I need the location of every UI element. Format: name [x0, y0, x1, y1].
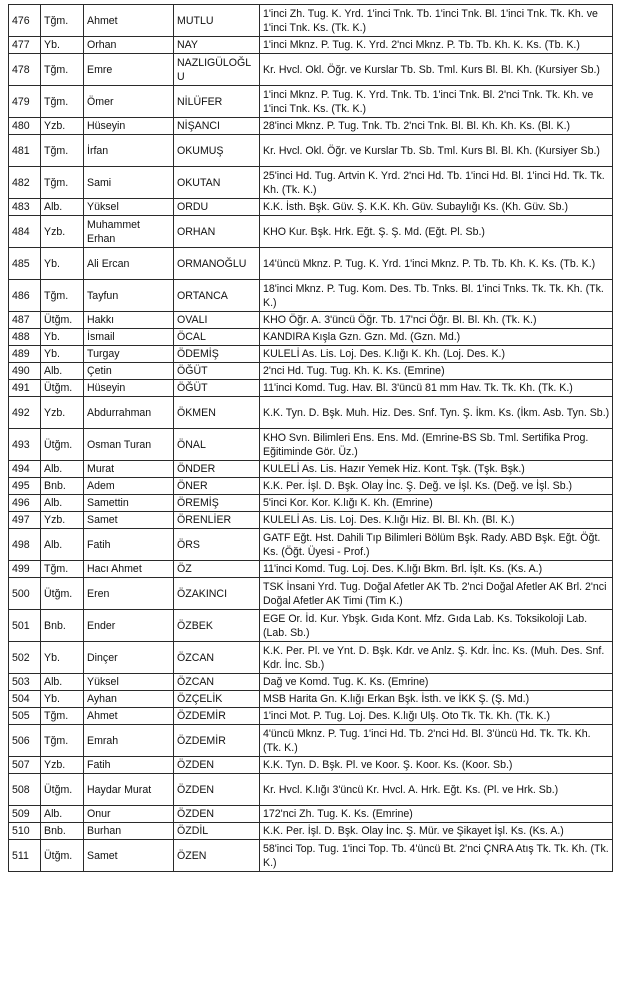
unit-assignment-cell: 1'inci Mot. P. Tug. Loj. Des. K.lığı Ulş. Oto Tk. Tk. Kh. (Tk. K.)	[260, 708, 613, 725]
surname-cell: NİLÜFER	[174, 86, 260, 118]
table-row	[9, 397, 613, 429]
rank-cell: Yb.	[41, 346, 84, 363]
rank-cell: Alb.	[41, 363, 84, 380]
table-row	[9, 774, 613, 806]
surname-cell: NAY	[174, 37, 260, 54]
rank-cell: Yb.	[41, 37, 84, 54]
rank-cell: Yzb.	[41, 397, 84, 429]
first-name-cell: İsmail	[84, 329, 174, 346]
row-number-cell: 476	[9, 5, 41, 37]
surname-cell: ÖRS	[174, 529, 260, 561]
unit-assignment-cell: Kr. Hvcl. Okl. Öğr. ve Kurslar Tb. Sb. Tml. Kurs Bl. Bl. Kh. (Kursiyer Sb.)	[260, 135, 613, 167]
table-row	[9, 674, 613, 691]
table-row	[9, 329, 613, 346]
unit-assignment-cell: 5'inci Kor. Kor. K.lığı K. Kh. (Emrine)	[260, 495, 613, 512]
rank-cell: Ütğm.	[41, 429, 84, 461]
unit-assignment-cell: 4'üncü Mknz. P. Tug. 1'inci Hd. Tb. 2'nci Hd. Bl. 3'üncü Hd. Tk. Tk. Kh. (Tk. K.)	[260, 725, 613, 757]
first-name-cell: Yüksel	[84, 199, 174, 216]
unit-assignment-cell: Kr. Hvcl. Okl. Öğr. ve Kurslar Tb. Sb. Tml. Kurs Bl. Bl. Kh. (Kursiyer Sb.)	[260, 54, 613, 86]
table-row	[9, 118, 613, 135]
surname-cell: ÖCAL	[174, 329, 260, 346]
row-number-cell: 494	[9, 461, 41, 478]
surname-cell: OKUTAN	[174, 167, 260, 199]
table-row	[9, 429, 613, 461]
first-name-cell: Ömer	[84, 86, 174, 118]
personnel-table	[8, 4, 613, 872]
table-row	[9, 561, 613, 578]
first-name-cell: İrfan	[84, 135, 174, 167]
table-row	[9, 578, 613, 610]
row-number-cell: 506	[9, 725, 41, 757]
rank-cell: Yb.	[41, 329, 84, 346]
rank-cell: Ütğm.	[41, 380, 84, 397]
surname-cell: OKUMUŞ	[174, 135, 260, 167]
row-number-cell: 484	[9, 216, 41, 248]
row-number-cell: 486	[9, 280, 41, 312]
rank-cell: Yb.	[41, 691, 84, 708]
table-row	[9, 5, 613, 37]
unit-assignment-cell: MSB Harita Gn. K.lığı Erkan Bşk. İsth. ve İKK Ş. (Ş. Md.)	[260, 691, 613, 708]
table-row	[9, 54, 613, 86]
table-row	[9, 529, 613, 561]
unit-assignment-cell: KULELİ As. Lis. Loj. Des. K.lığı K. Kh. (Loj. Des. K.)	[260, 346, 613, 363]
rank-cell: Alb.	[41, 461, 84, 478]
row-number-cell: 483	[9, 199, 41, 216]
unit-assignment-cell: KHO Öğr. A. 3'üncü Öğr. Tb. 17'nci Öğr. Bl. Bl. Kh. (Tk. K.)	[260, 312, 613, 329]
row-number-cell: 496	[9, 495, 41, 512]
rank-cell: Tğm.	[41, 561, 84, 578]
surname-cell: ÖZ	[174, 561, 260, 578]
first-name-cell: Osman Turan	[84, 429, 174, 461]
surname-cell: ÖNER	[174, 478, 260, 495]
surname-cell: ORHAN	[174, 216, 260, 248]
surname-cell: ÖZDEN	[174, 757, 260, 774]
first-name-cell: Onur	[84, 806, 174, 823]
surname-cell: ÖZCAN	[174, 642, 260, 674]
unit-assignment-cell: K.K. Per. İşl. D. Bşk. Olay İnc. Ş. Değ. ve İşl. Ks. (Değ. ve İşl. Sb.)	[260, 478, 613, 495]
row-number-cell: 505	[9, 708, 41, 725]
table-row	[9, 167, 613, 199]
surname-cell: ÖRENLİER	[174, 512, 260, 529]
personnel-list-page	[8, 4, 612, 872]
surname-cell: ÖZÇELİK	[174, 691, 260, 708]
first-name-cell: Ahmet	[84, 5, 174, 37]
first-name-cell: Fatih	[84, 757, 174, 774]
rank-cell: Alb.	[41, 674, 84, 691]
table-row	[9, 642, 613, 674]
surname-cell: NİŞANCI	[174, 118, 260, 135]
row-number-cell: 491	[9, 380, 41, 397]
personnel-table-body	[9, 5, 613, 872]
rank-cell: Yzb.	[41, 216, 84, 248]
row-number-cell: 499	[9, 561, 41, 578]
first-name-cell: Abdurrahman	[84, 397, 174, 429]
unit-assignment-cell: 172'nci Zh. Tug. K. Ks. (Emrine)	[260, 806, 613, 823]
row-number-cell: 492	[9, 397, 41, 429]
unit-assignment-cell: GATF Eğt. Hst. Dahili Tıp Bilimleri Bölüm Bşk. Rady. ABD Bşk. Eğt. Öğt. Ks. (Öğt. Üyesi - Prof.)	[260, 529, 613, 561]
surname-cell: ORDU	[174, 199, 260, 216]
rank-cell: Yb.	[41, 642, 84, 674]
rank-cell: Tğm.	[41, 54, 84, 86]
first-name-cell: Emre	[84, 54, 174, 86]
surname-cell: ÖZDEN	[174, 774, 260, 806]
surname-cell: ORMANOĞLU	[174, 248, 260, 280]
first-name-cell: Ahmet	[84, 708, 174, 725]
unit-assignment-cell: K.K. Tyn. D. Bşk. Muh. Hiz. Des. Snf. Tyn. Ş. İkm. Ks. (İkm. Asb. Tyn. Sb.)	[260, 397, 613, 429]
first-name-cell: Samettin	[84, 495, 174, 512]
row-number-cell: 490	[9, 363, 41, 380]
rank-cell: Tğm.	[41, 725, 84, 757]
surname-cell: NAZLIGÜLOĞLU	[174, 54, 260, 86]
first-name-cell: Ali Ercan	[84, 248, 174, 280]
table-row	[9, 380, 613, 397]
unit-assignment-cell: 28'inci Mknz. P. Tug. Tnk. Tb. 2'nci Tnk. Bl. Bl. Kh. Kh. Ks. (Bl. K.)	[260, 118, 613, 135]
first-name-cell: Orhan	[84, 37, 174, 54]
unit-assignment-cell: KANDIRA Kışla Gzn. Gzn. Md. (Gzn. Md.)	[260, 329, 613, 346]
table-row	[9, 37, 613, 54]
surname-cell: ÖDEMİŞ	[174, 346, 260, 363]
unit-assignment-cell: 14'üncü Mknz. P. Tug. K. Yrd. 1'inci Mknz. P. Tb. Tb. Kh. K. Ks. (Tb. K.)	[260, 248, 613, 280]
table-row	[9, 199, 613, 216]
first-name-cell: Hakkı	[84, 312, 174, 329]
rank-cell: Ütğm.	[41, 312, 84, 329]
rank-cell: Tğm.	[41, 86, 84, 118]
surname-cell: ORTANCA	[174, 280, 260, 312]
row-number-cell: 507	[9, 757, 41, 774]
first-name-cell: Ender	[84, 610, 174, 642]
unit-assignment-cell: Kr. Hvcl. K.lığı 3'üncü Kr. Hvcl. A. Hrk. Eğt. Ks. (Pl. ve Hrk. Sb.)	[260, 774, 613, 806]
row-number-cell: 501	[9, 610, 41, 642]
table-row	[9, 823, 613, 840]
row-number-cell: 482	[9, 167, 41, 199]
unit-assignment-cell: TSK İnsani Yrd. Tug. Doğal Afetler AK Tb. 2'nci Doğal Afetler AK Brl. 2'nci Doğal Afetler AK Timi (Tim K.)	[260, 578, 613, 610]
surname-cell: ÖZDEMİR	[174, 708, 260, 725]
unit-assignment-cell: KHO Kur. Bşk. Hrk. Eğt. Ş. Ş. Md. (Eğt. Pl. Sb.)	[260, 216, 613, 248]
first-name-cell: Sami	[84, 167, 174, 199]
table-row	[9, 363, 613, 380]
surname-cell: ÖNAL	[174, 429, 260, 461]
first-name-cell: Yüksel	[84, 674, 174, 691]
first-name-cell: Emrah	[84, 725, 174, 757]
table-row	[9, 312, 613, 329]
row-number-cell: 508	[9, 774, 41, 806]
rank-cell: Tğm.	[41, 135, 84, 167]
unit-assignment-cell: K.K. İsth. Bşk. Güv. Ş. K.K. Kh. Güv. Subaylığı Ks. (Kh. Güv. Sb.)	[260, 199, 613, 216]
table-row	[9, 691, 613, 708]
first-name-cell: Eren	[84, 578, 174, 610]
rank-cell: Ütğm.	[41, 840, 84, 872]
unit-assignment-cell: 1'inci Zh. Tug. K. Yrd. 1'inci Tnk. Tb. 1'inci Tnk. Bl. 1'inci Tnk. Tk. Kh. ve 1'inci Tnk. Ks. (Tk. K.)	[260, 5, 613, 37]
first-name-cell: Ayhan	[84, 691, 174, 708]
row-number-cell: 511	[9, 840, 41, 872]
unit-assignment-cell: K.K. Per. Pl. ve Ynt. D. Bşk. Kdr. ve Anlz. Ş. Kdr. İnc. Ks. (Muh. Des. Snf. Kdr. İnc. Sb.)	[260, 642, 613, 674]
surname-cell: ÖZEN	[174, 840, 260, 872]
first-name-cell: Haydar Murat	[84, 774, 174, 806]
table-row	[9, 840, 613, 872]
first-name-cell: Fatih	[84, 529, 174, 561]
row-number-cell: 479	[9, 86, 41, 118]
unit-assignment-cell: 1'inci Mknz. P. Tug. K. Yrd. Tnk. Tb. 1'inci Tnk. Bl. 2'nci Tnk. Tk. Kh. ve 1'inci Tnk. Ks. (Tk. K.)	[260, 86, 613, 118]
unit-assignment-cell: 18'inci Mknz. P. Tug. Kom. Des. Tb. Tnks. Bl. 1'inci Tnks. Tk. Tk. Kh. (Tk. K.)	[260, 280, 613, 312]
table-row	[9, 478, 613, 495]
first-name-cell: Samet	[84, 840, 174, 872]
unit-assignment-cell: KHO Svn. Bilimleri Ens. Ens. Md. (Emrine-BS Sb. Tml. Sertifika Prog. Eğitiminde Gör. Üz.)	[260, 429, 613, 461]
table-row	[9, 461, 613, 478]
table-row	[9, 806, 613, 823]
row-number-cell: 478	[9, 54, 41, 86]
row-number-cell: 487	[9, 312, 41, 329]
unit-assignment-cell: 58'inci Top. Tug. 1'inci Top. Tb. 4'üncü Bt. 2'nci ÇNRA Atış Tk. Tk. Kh. (Tk. K.)	[260, 840, 613, 872]
unit-assignment-cell: 11'inci Komd. Tug. Loj. Des. K.lığı Bkm. Brl. İşlt. Ks. (Ks. A.)	[260, 561, 613, 578]
rank-cell: Alb.	[41, 806, 84, 823]
row-number-cell: 503	[9, 674, 41, 691]
row-number-cell: 495	[9, 478, 41, 495]
rank-cell: Tğm.	[41, 5, 84, 37]
rank-cell: Ütğm.	[41, 578, 84, 610]
surname-cell: ÖZCAN	[174, 674, 260, 691]
row-number-cell: 493	[9, 429, 41, 461]
surname-cell: ÖKMEN	[174, 397, 260, 429]
surname-cell: ÖZAKINCI	[174, 578, 260, 610]
table-row	[9, 725, 613, 757]
table-row	[9, 346, 613, 363]
unit-assignment-cell: 25'inci Hd. Tug. Artvin K. Yrd. 2'nci Hd. Tb. 1'inci Hd. Bl. 1'inci Hd. Tk. Tk. Kh. (Tk. K.)	[260, 167, 613, 199]
rank-cell: Tğm.	[41, 708, 84, 725]
row-number-cell: 489	[9, 346, 41, 363]
surname-cell: MUTLU	[174, 5, 260, 37]
unit-assignment-cell: K.K. Tyn. D. Bşk. Pl. ve Koor. Ş. Koor. Ks. (Koor. Sb.)	[260, 757, 613, 774]
row-number-cell: 509	[9, 806, 41, 823]
table-row	[9, 757, 613, 774]
row-number-cell: 502	[9, 642, 41, 674]
rank-cell: Yzb.	[41, 118, 84, 135]
rank-cell: Alb.	[41, 529, 84, 561]
first-name-cell: Tayfun	[84, 280, 174, 312]
unit-assignment-cell: KULELİ As. Lis. Loj. Des. K.lığı Hiz. Bl. Bl. Kh. (Bl. K.)	[260, 512, 613, 529]
surname-cell: ÖĞÜT	[174, 363, 260, 380]
table-row	[9, 135, 613, 167]
table-row	[9, 708, 613, 725]
surname-cell: ÖĞÜT	[174, 380, 260, 397]
table-row	[9, 86, 613, 118]
rank-cell: Bnb.	[41, 823, 84, 840]
table-row	[9, 248, 613, 280]
table-row	[9, 216, 613, 248]
rank-cell: Yzb.	[41, 512, 84, 529]
first-name-cell: Samet	[84, 512, 174, 529]
rank-cell: Alb.	[41, 495, 84, 512]
first-name-cell: Muhammet Erhan	[84, 216, 174, 248]
surname-cell: ÖZBEK	[174, 610, 260, 642]
surname-cell: ÖZDİL	[174, 823, 260, 840]
rank-cell: Alb.	[41, 199, 84, 216]
first-name-cell: Hacı Ahmet	[84, 561, 174, 578]
table-row	[9, 512, 613, 529]
rank-cell: Ütğm.	[41, 774, 84, 806]
unit-assignment-cell: 11'inci Komd. Tug. Hav. Bl. 3'üncü 81 mm Hav. Tk. Tk. Kh. (Tk. K.)	[260, 380, 613, 397]
rank-cell: Bnb.	[41, 478, 84, 495]
row-number-cell: 510	[9, 823, 41, 840]
surname-cell: ÖREMİŞ	[174, 495, 260, 512]
surname-cell: OVALI	[174, 312, 260, 329]
unit-assignment-cell: EGE Or. İd. Kur. Ybşk. Gıda Kont. Mfz. Gıda Lab. Ks. Toksikoloji Lab. (Lab. Sb.)	[260, 610, 613, 642]
unit-assignment-cell: K.K. Per. İşl. D. Bşk. Olay İnc. Ş. Mür. ve Şikayet İşl. Ks. (Ks. A.)	[260, 823, 613, 840]
first-name-cell: Adem	[84, 478, 174, 495]
unit-assignment-cell: 1'inci Mknz. P. Tug. K. Yrd. 2'nci Mknz. P. Tb. Tb. Kh. K. Ks. (Tb. K.)	[260, 37, 613, 54]
table-row	[9, 280, 613, 312]
row-number-cell: 485	[9, 248, 41, 280]
table-row	[9, 610, 613, 642]
unit-assignment-cell: KULELİ As. Lis. Hazır Yemek Hiz. Kont. Tşk. (Tşk. Bşk.)	[260, 461, 613, 478]
row-number-cell: 488	[9, 329, 41, 346]
rank-cell: Tğm.	[41, 280, 84, 312]
first-name-cell: Dinçer	[84, 642, 174, 674]
surname-cell: ÖZDEN	[174, 806, 260, 823]
row-number-cell: 477	[9, 37, 41, 54]
rank-cell: Tğm.	[41, 167, 84, 199]
first-name-cell: Hüseyin	[84, 380, 174, 397]
table-row	[9, 495, 613, 512]
rank-cell: Yb.	[41, 248, 84, 280]
row-number-cell: 481	[9, 135, 41, 167]
row-number-cell: 480	[9, 118, 41, 135]
unit-assignment-cell: Dağ ve Komd. Tug. K. Ks. (Emrine)	[260, 674, 613, 691]
first-name-cell: Turgay	[84, 346, 174, 363]
first-name-cell: Çetin	[84, 363, 174, 380]
first-name-cell: Hüseyin	[84, 118, 174, 135]
rank-cell: Yzb.	[41, 757, 84, 774]
surname-cell: ÖZDEMİR	[174, 725, 260, 757]
unit-assignment-cell: 2'nci Hd. Tug. Tug. Kh. K. Ks. (Emrine)	[260, 363, 613, 380]
first-name-cell: Murat	[84, 461, 174, 478]
row-number-cell: 500	[9, 578, 41, 610]
row-number-cell: 498	[9, 529, 41, 561]
row-number-cell: 504	[9, 691, 41, 708]
surname-cell: ÖNDER	[174, 461, 260, 478]
row-number-cell: 497	[9, 512, 41, 529]
rank-cell: Bnb.	[41, 610, 84, 642]
first-name-cell: Burhan	[84, 823, 174, 840]
